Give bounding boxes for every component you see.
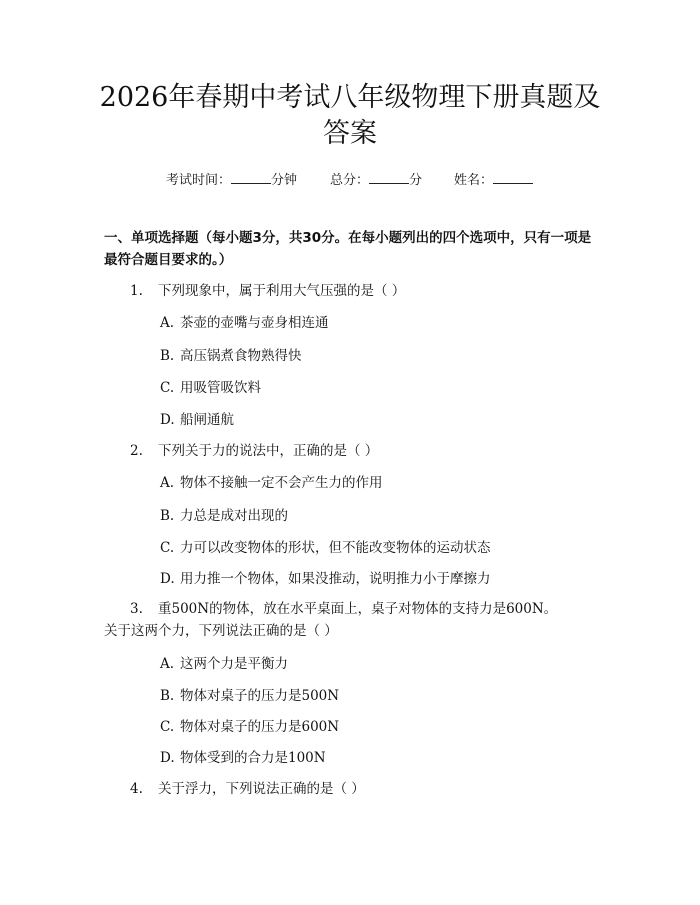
total-score-unit: 分 (409, 173, 423, 188)
question-number: 2. (130, 443, 143, 459)
total-score-blank (369, 170, 409, 184)
exam-time-field (166, 170, 297, 190)
option-text: 船闸通航 (180, 412, 234, 428)
exam-title: 2026年春期中考试八年级物理下册真题及答案 (99, 82, 601, 149)
option-item (160, 654, 288, 674)
option-letter: D. (160, 750, 175, 766)
option-letter: D. (160, 571, 175, 587)
option-text: 物体对桌子的压力是500N (180, 688, 340, 704)
option-letter: A. (160, 315, 175, 331)
question-item (104, 598, 564, 642)
option-text: 茶壶的壶嘴与壶身相连通 (180, 315, 329, 331)
question-text: 下列关于力的说法中，正确的是（ ） (158, 443, 379, 459)
option-text: 用力推一个物体，如果没推动，说明推力小于摩擦力 (180, 571, 491, 587)
option-item (160, 346, 302, 366)
question-number: 4. (130, 781, 143, 797)
question-text: 下列现象中，属于利用大气压强的是（ ） (158, 283, 406, 299)
exam-time-label: 考试时间： (166, 173, 232, 188)
option-letter: D. (160, 412, 175, 428)
student-name-label: 姓名： (454, 173, 494, 188)
section-heading: 一、单项选择题（每小题3分，共30分。在每小题列出的四个选项中，只有一项是最符合题目要求的。） (104, 230, 592, 268)
option-text: 力总是成对出现的 (180, 508, 288, 524)
option-item (160, 378, 261, 398)
option-text: 高压锅煮食物熟得快 (180, 348, 302, 364)
option-text: 物体对桌子的压力是600N (180, 719, 340, 735)
question-number: 3. (130, 601, 143, 617)
student-name-blank (493, 170, 533, 184)
total-score-field (330, 170, 422, 190)
option-letter: C. (160, 719, 175, 735)
option-text: 这两个力是平衡力 (180, 656, 288, 672)
option-text: 物体不接触一定不会产生力的作用 (180, 475, 383, 491)
option-item (160, 506, 288, 526)
option-item (160, 410, 234, 430)
student-name-field (454, 170, 533, 190)
option-item (160, 717, 339, 737)
exam-time-unit: 分钟 (271, 173, 298, 188)
option-letter: C. (160, 380, 175, 396)
option-letter: B. (160, 688, 175, 704)
total-score-label: 总分： (330, 173, 370, 188)
option-letter: B. (160, 348, 175, 364)
option-text: 用吸管吸饮料 (180, 380, 261, 396)
question-number: 1. (130, 283, 143, 299)
question-text: 重500N的物体，放在水平桌面上，桌子对物体的支持力是600N。关于这两个力，下列说法正确的是（ ） (104, 601, 558, 639)
question-item (130, 440, 378, 462)
option-item (160, 473, 383, 493)
option-text: 物体受到的合力是100N (180, 750, 326, 766)
option-item (160, 748, 326, 768)
question-item (130, 280, 405, 302)
option-letter: A. (160, 475, 175, 491)
question-text: 关于浮力，下列说法正确的是（ ） (158, 781, 365, 797)
option-item (160, 313, 329, 333)
exam-time-blank (231, 170, 271, 184)
option-text: 力可以改变物体的形状，但不能改变物体的运动状态 (180, 540, 491, 556)
option-item (160, 569, 491, 589)
option-letter: B. (160, 508, 175, 524)
option-item (160, 686, 339, 706)
question-item (130, 778, 365, 800)
option-letter: C. (160, 540, 175, 556)
option-item (160, 538, 491, 558)
option-letter: A. (160, 656, 175, 672)
